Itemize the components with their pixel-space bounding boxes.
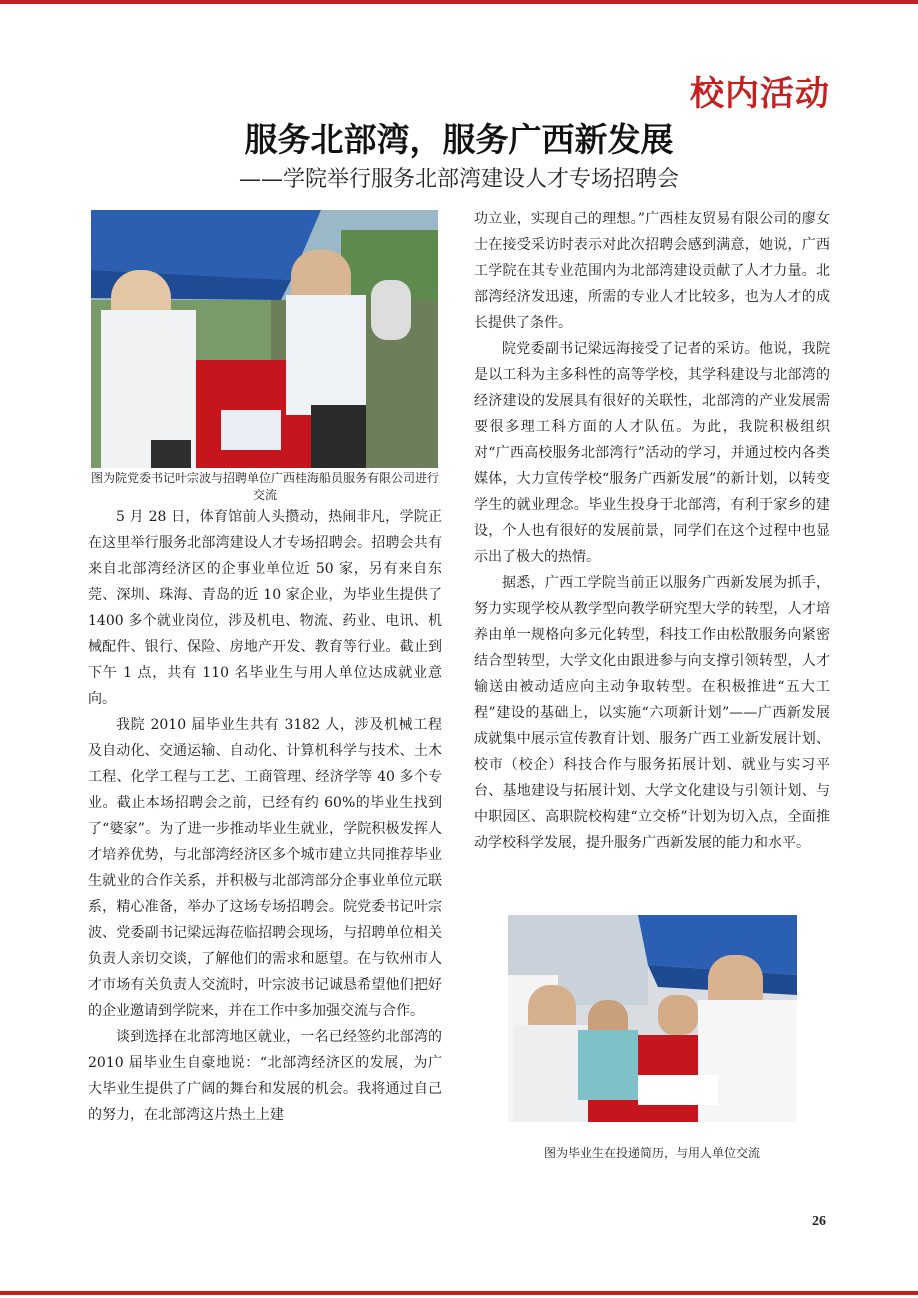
paragraph: 院党委副书记梁远海接受了记者的采访。他说，我院是以工科为主多科性的高等学校，其学科建设与北部湾的经济建设的发展具有很好的关联性，北部湾的产业发展需要很多理工科方面的人才队伍。为此，我院积极组织对“广西高校服务北部湾行”活动的学习，并通过校内各类媒体，大力宣传学校“服务广西新发展”的新计划，以转变学生的就业理念。毕业生投身于北部湾，有利于家乡的建设，个人也有很好的发展前景，同学们在这个过程中也显示出了极大的热情。 (474, 341, 830, 565)
top-rule (0, 0, 918, 4)
photo1-caption: 图为院党委书记叶宗波与招聘单位广西桂海船员服务有限公司进行交流 (90, 471, 439, 502)
paragraph: 5 月 28 日，体育馆前人头攒动，热闹非凡，学院正在这里举行服务北部湾建设人才专场招聘会。招聘会共有来自北部湾经济区的企事业单位近 50 家，另有来自东莞、深圳、珠海、青岛的近 10 家企业，为毕业生提供了 1400 多个就业岗位，涉及机电、物流、药业、电讯、机械配件、银行、保险、房地产开发、教育等行业。截止到下午 1 点，共有 110 名毕业生与用人单位达成就业意向。 (88, 509, 442, 707)
article-title: 服务北部湾，服务广西新发展 (244, 120, 674, 159)
photo-recruitment-booth (91, 210, 438, 468)
right-column (474, 206, 830, 856)
left-column (88, 504, 442, 1128)
bottom-rule (0, 1291, 918, 1295)
paragraph: 我院 2010 届毕业生共有 3182 人，涉及机械工程及自动化、交通运输、自动化、计算机科学与技术、土木工程、化学工程与工艺、工商管理、经济学等 40 多个专业。截止本场招聘会之前，已经有约 60%的毕业生找到了“婆家”。为了进一步推动毕业生就业，学院积极发挥人才培养优势，与北部湾经济区多个城市建立共同推荐毕业生就业的合作关系，并积极与北部湾部分企事业单位元联系，精心准备，举办了这场专场招聘会。院党委书记叶宗波、党委副书记梁远海莅临招聘会现场，与招聘单位相关负责人亲切交谈，了解他们的需求和愿望。在与钦州市人才市场有关负责人交流时，叶宗波书记诚恳希望他们把好的企业邀请到学院来，并在工作中多加强交流与合作。 (88, 717, 442, 1019)
section-label: 校内活动 (690, 74, 830, 114)
paragraph: 据悉，广西工学院当前正以服务广西新发展为抓手，努力实现学校从教学型向教学研究型大学的转型，人才培养由单一规格向多元化转型，科技工作由松散服务向紧密结合型转型，大学文化由跟进参与向支撑引领转型，人才输送由被动适应向主动争取转型。在积极推进“五大工程”建设的基础上，以实施“六项新计划”——广西新发展成就集中展示宣传教育计划、服务广西工业新发展计划、校市（校企）科技合作与服务拓展计划、就业与实习平台、基地建设与拓展计划、大学文化建设与引领计划、与中职园区、高职院校构建“立交桥”计划为切入点，全面推动学校科学发展，提升服务广西新发展的能力和水平。 (474, 575, 830, 851)
photo-graduates-resumes (508, 915, 797, 1122)
photo2-caption: 图为毕业生在投递简历，与用人单位交流 (543, 1146, 760, 1160)
paragraph: 谈到选择在北部湾地区就业，一名已经签约北部湾的 2010 届毕业生自豪地说：“北部湾经济区的发展，为广大毕业生提供了广阔的舞台和发展的机会。我将通过自己的努力，在北部湾这片热土上建 (88, 1029, 442, 1123)
article-subtitle: ——学院举行服务北部湾建设人才专场招聘会 (238, 167, 679, 192)
page-number: 26 (812, 1214, 826, 1229)
paragraph: 功立业，实现自己的理想。”广西桂友贸易有限公司的廖女士在接受采访时表示对此次招聘会感到满意，她说，广西工学院在其专业范围内为北部湾建设贡献了人才力量。北部湾经济发迅速，所需的专业人才比较多，也为人才的成长提供了条件。 (474, 211, 830, 331)
